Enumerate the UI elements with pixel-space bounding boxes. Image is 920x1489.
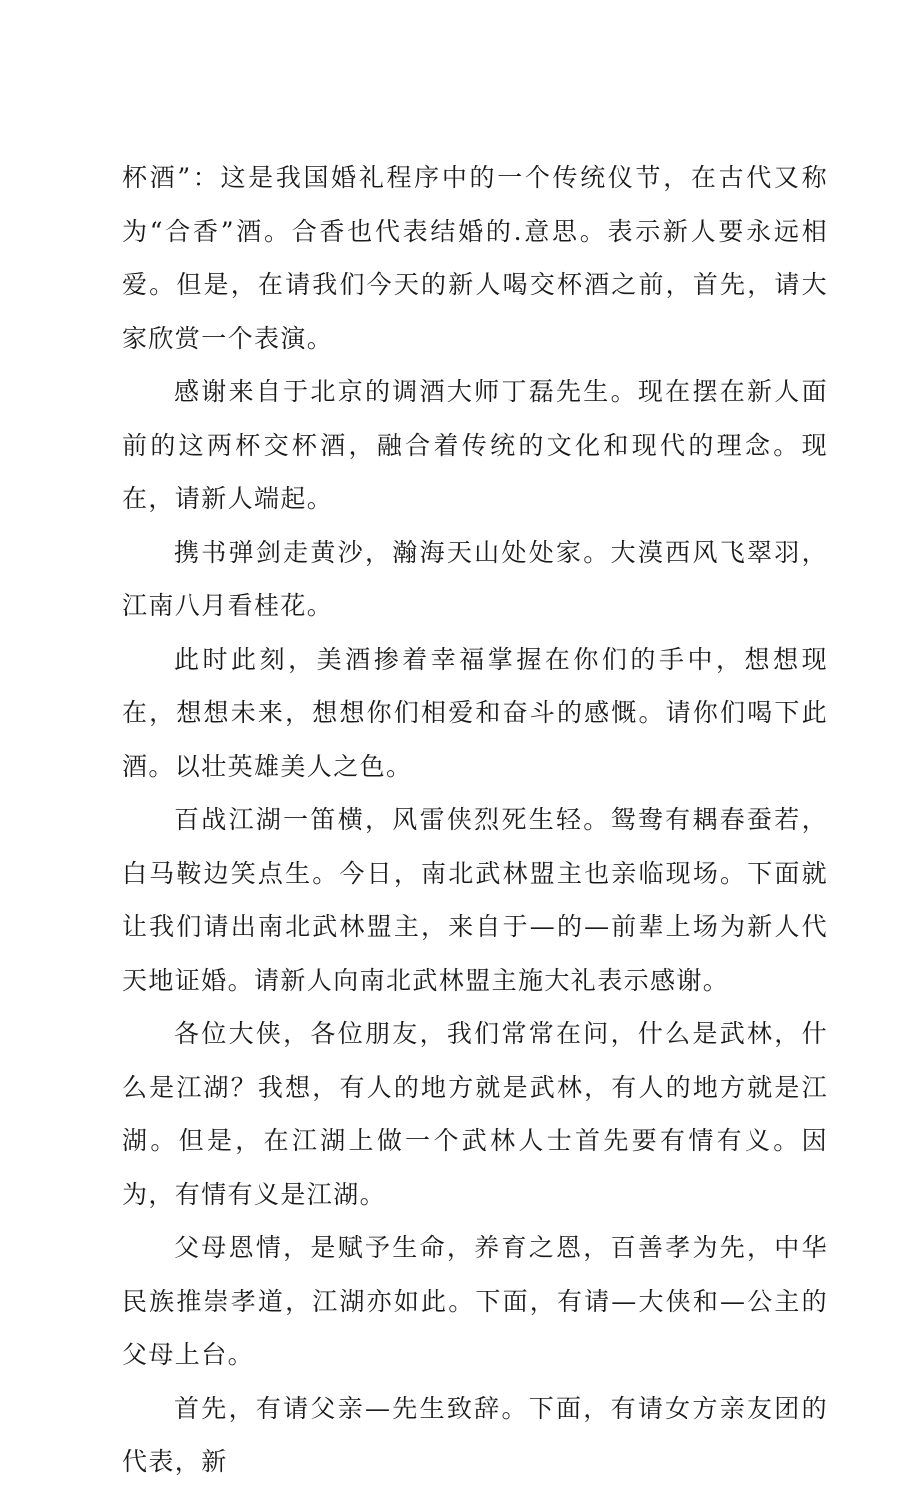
paragraph-4: 此时此刻，美酒掺着幸福掌握在你们的手中，想想现在，想想未来，想想你们相爱和奋斗的感慨。请你们喝下此酒。以壮英雄美人之色。 — [122, 644, 828, 781]
paragraph-7: 父母恩情，是赋予生命，养育之恩，百善孝为先，中华民族推崇孝道，江湖亦如此。下面，有请—大侠和—公主的父母上台。 — [122, 1233, 828, 1369]
document-body — [122, 151, 828, 1489]
paragraph-1: 杯酒”：这是我国婚礼程序中的一个传统仪节，在古代又称为“合香”酒。合香也代表结婚的.意思。表示新人要永远相爱。但是，在请我们今天的新人喝交杯酒之前，首先，请大家欣赏一个表演。 — [122, 163, 828, 353]
paragraph-6: 各位大侠，各位朋友，我们常常在问，什么是武林，什么是江湖？我想，有人的地方就是武林，有人的地方就是江湖。但是，在江湖上做一个武林人士首先要有情有义。因为，有情有义是江湖。 — [122, 1019, 828, 1209]
paragraph-5: 百战江湖一笛横，风雷侠烈死生轻。鸳鸯有耦春蚕若，白马鞍边笑点生。今日，南北武林盟主也亲临现场。下面就让我们请出南北武林盟主，来自于—的—前辈上场为新人代天地证婚。请新人向南北武林盟主施大礼表示感谢。 — [122, 805, 828, 995]
paragraph-3: 携书弹剑走黄沙，瀚海天山处处家。大漠西风飞翠羽，江南八月看桂花。 — [122, 537, 828, 620]
paragraph-2: 感谢来自于北京的调酒大师丁磊先生。现在摆在新人面前的这两杯交杯酒，融合着传统的文化和现代的理念。现在，请新人端起。 — [122, 377, 828, 513]
paragraph-8: 首先，有请父亲—先生致辞。下面，有请女方亲友团的代表，新 — [122, 1393, 828, 1476]
